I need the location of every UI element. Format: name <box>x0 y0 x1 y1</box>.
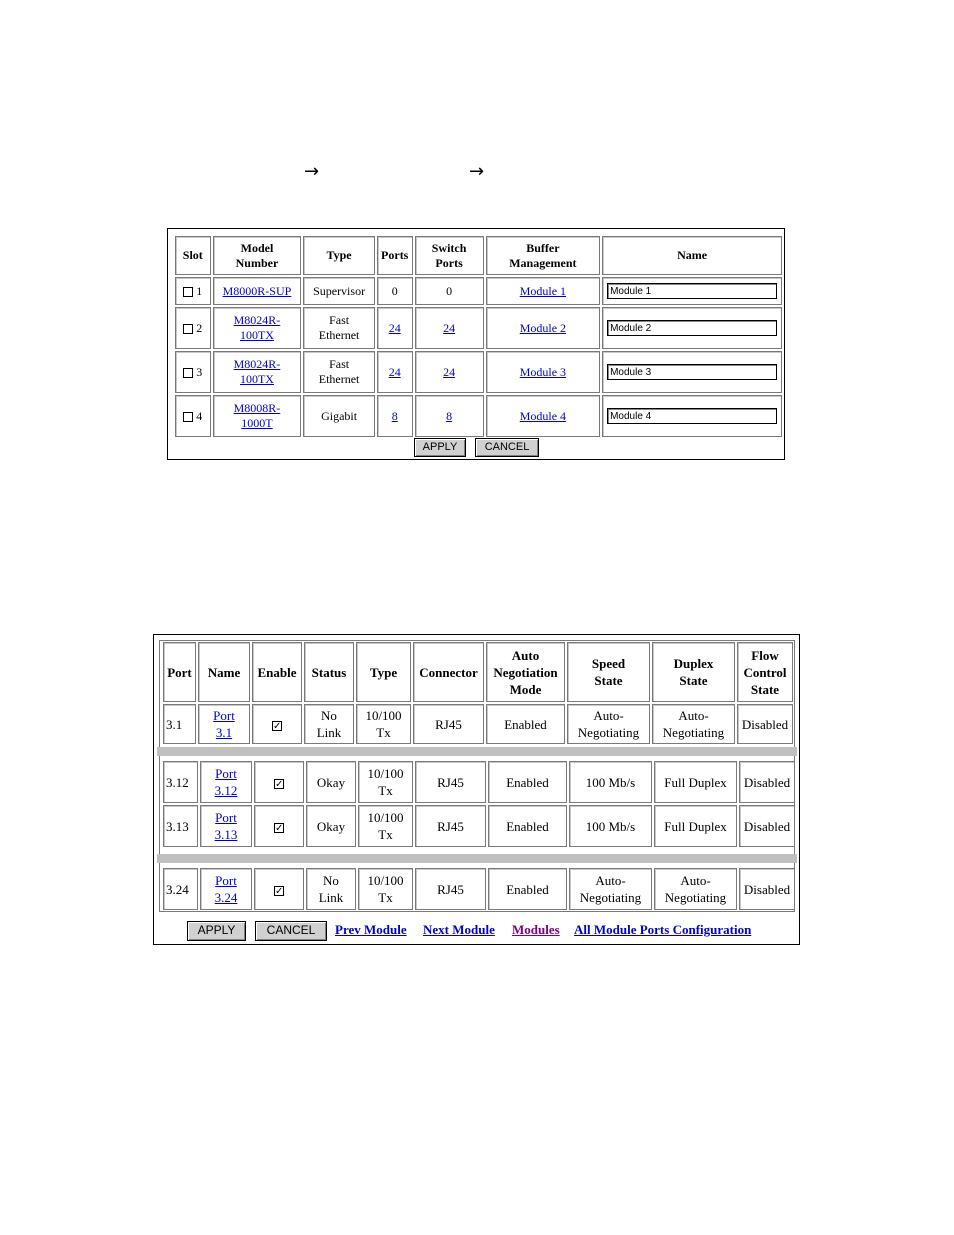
cancel-button[interactable]: CANCEL <box>255 921 327 941</box>
port-name-cell <box>198 704 250 744</box>
name-cell <box>602 395 782 437</box>
enable-checkbox[interactable] <box>274 886 284 896</box>
row-separator <box>157 854 797 863</box>
name-cell <box>602 277 782 305</box>
ports-table-bottom <box>161 866 797 912</box>
ports-link[interactable]: 24 <box>388 320 401 335</box>
slot-number: 1 <box>196 283 203 298</box>
auto-negotiation-cell: Enabled <box>486 704 565 744</box>
table-row <box>175 277 782 305</box>
ports-cell: 0 <box>377 277 413 305</box>
name-cell <box>602 307 782 349</box>
apply-button[interactable]: APPLY <box>414 438 466 457</box>
header-model-number: Model Number <box>213 236 302 275</box>
switch-ports-link[interactable]: 24 <box>443 320 456 335</box>
duplex-cell: Full Duplex <box>654 805 737 847</box>
modules-panel <box>167 228 785 460</box>
model-link[interactable]: M8008R- 1000T <box>233 401 281 430</box>
port-cell: 3.12 <box>163 761 198 803</box>
header-status: Status <box>304 642 354 702</box>
duplex-cell: Auto- Negotiating <box>652 704 735 744</box>
prev-module-link[interactable]: Prev Module <box>335 922 407 937</box>
type-cell: Supervisor <box>303 277 374 305</box>
switch-ports-link[interactable]: 8 <box>446 408 453 423</box>
slot-cell <box>175 395 211 437</box>
modules-table <box>173 234 784 439</box>
port-name-cell <box>200 805 252 847</box>
enable-checkbox[interactable] <box>274 779 284 789</box>
switch-ports-cell: 0 <box>415 277 484 305</box>
port-cell: 3.13 <box>163 805 198 847</box>
header-auto-negotiation: Auto Negotiation Mode <box>486 642 565 702</box>
table-row <box>163 805 795 847</box>
buffer-cell <box>486 277 601 305</box>
header-type: Type <box>356 642 411 702</box>
port-cell: 3.1 <box>163 704 196 744</box>
buffer-link[interactable]: Module 2 <box>519 320 567 335</box>
enable-cell <box>252 704 302 744</box>
buffer-cell <box>486 395 601 437</box>
module-name-input[interactable] <box>607 364 777 380</box>
enable-cell <box>254 868 304 910</box>
slot-cell <box>175 351 211 393</box>
port-link[interactable]: Port 3.12 <box>214 766 238 798</box>
model-link[interactable]: M8000R-SUP <box>222 283 292 298</box>
cancel-button[interactable]: CANCEL <box>475 438 539 457</box>
ports-panel <box>153 634 800 945</box>
port-cell: 3.24 <box>163 868 198 910</box>
port-name-cell <box>200 761 252 803</box>
auto-negotiation-cell: Enabled <box>488 761 567 803</box>
buffer-link[interactable]: Module 3 <box>519 364 567 379</box>
connector-cell: RJ45 <box>415 805 486 847</box>
ports-cell <box>377 395 413 437</box>
next-module-link[interactable]: Next Module <box>423 922 495 937</box>
switch-ports-link[interactable]: 24 <box>443 364 456 379</box>
slot-number: 3 <box>196 364 203 379</box>
header-name: Name <box>602 236 782 275</box>
type-cell: 10/100 Tx <box>358 761 413 803</box>
slot-cell <box>175 277 211 305</box>
speed-cell: 100 Mb/s <box>569 805 652 847</box>
port-name-cell <box>200 868 252 910</box>
header-name: Name <box>198 642 250 702</box>
duplex-cell: Auto- Negotiating <box>654 868 737 910</box>
row-separator <box>157 747 797 756</box>
speed-cell: Auto- Negotiating <box>569 868 652 910</box>
buffer-link[interactable]: Module 4 <box>519 408 567 423</box>
breadcrumb-arrow-icon: → <box>304 161 320 182</box>
switch-ports-cell <box>415 395 484 437</box>
header-type: Type <box>303 236 374 275</box>
ports-table-middle <box>161 759 797 849</box>
modules-header-row <box>175 236 782 275</box>
ports-cell <box>377 351 413 393</box>
port-link[interactable]: Port 3.1 <box>213 708 235 740</box>
slot-checkbox[interactable] <box>183 412 193 422</box>
status-cell: No Link <box>304 704 354 744</box>
header-slot: Slot <box>175 236 211 275</box>
header-speed-state: Speed State <box>567 642 650 702</box>
module-name-input[interactable] <box>607 320 777 336</box>
ports-link[interactable]: 24 <box>388 364 401 379</box>
flow-cell: Disabled <box>739 761 795 803</box>
connector-cell: RJ45 <box>413 704 484 744</box>
speed-cell: 100 Mb/s <box>569 761 652 803</box>
ports-link[interactable]: 8 <box>391 408 398 423</box>
type-cell: Fast Ethernet <box>303 351 374 393</box>
type-cell: 10/100 Tx <box>356 704 411 744</box>
type-cell: Gigabit <box>303 395 374 437</box>
slot-checkbox[interactable] <box>183 368 193 378</box>
slot-cell <box>175 307 211 349</box>
ports-table-top <box>161 640 795 746</box>
switch-ports-cell <box>415 307 484 349</box>
ports-header-row <box>163 642 793 702</box>
auto-negotiation-cell: Enabled <box>488 868 567 910</box>
speed-cell: Auto- Negotiating <box>567 704 650 744</box>
apply-button[interactable]: APPLY <box>187 921 246 941</box>
type-cell: Fast Ethernet <box>303 307 374 349</box>
enable-checkbox[interactable] <box>274 823 284 833</box>
auto-negotiation-cell: Enabled <box>488 805 567 847</box>
port-link[interactable]: Port 3.13 <box>214 810 238 842</box>
table-row <box>175 351 782 393</box>
module-name-input[interactable] <box>607 408 777 424</box>
header-ports: Ports <box>377 236 413 275</box>
table-row <box>175 307 782 349</box>
connector-cell: RJ45 <box>415 868 486 910</box>
enable-checkbox[interactable] <box>272 721 282 731</box>
table-row <box>163 704 793 744</box>
flow-cell: Disabled <box>737 704 793 744</box>
table-row <box>175 395 782 437</box>
model-cell <box>213 351 302 393</box>
slot-number: 4 <box>196 408 203 423</box>
header-buffer-management: Buffer Management <box>486 236 601 275</box>
header-duplex-state: Duplex State <box>652 642 735 702</box>
ports-cell <box>377 307 413 349</box>
header-flow-control: Flow Control State <box>737 642 793 702</box>
header-enable: Enable <box>252 642 302 702</box>
port-link[interactable]: Port 3.24 <box>214 873 238 905</box>
type-cell: 10/100 Tx <box>358 805 413 847</box>
status-cell: No Link <box>306 868 356 910</box>
enable-cell <box>254 805 304 847</box>
flow-cell: Disabled <box>739 805 795 847</box>
slot-checkbox[interactable] <box>183 324 193 334</box>
name-cell <box>602 351 782 393</box>
buffer-cell <box>486 307 601 349</box>
slot-checkbox[interactable] <box>183 287 193 297</box>
status-cell: Okay <box>306 761 356 803</box>
slot-number: 2 <box>196 320 203 335</box>
table-row <box>163 761 795 803</box>
status-cell: Okay <box>306 805 356 847</box>
table-row <box>163 868 795 910</box>
model-cell <box>213 277 302 305</box>
model-cell <box>213 395 302 437</box>
duplex-cell: Full Duplex <box>654 761 737 803</box>
buffer-cell <box>486 351 601 393</box>
breadcrumb-arrow-icon: → <box>469 161 485 182</box>
model-cell <box>213 307 302 349</box>
module-name-input[interactable] <box>607 283 777 299</box>
modules-link[interactable]: Modules <box>512 922 560 937</box>
switch-ports-cell <box>415 351 484 393</box>
type-cell: 10/100 Tx <box>358 868 413 910</box>
model-link[interactable]: M8024R- 100TX <box>233 313 281 342</box>
all-module-ports-link[interactable]: All Module Ports Configuration <box>574 922 752 937</box>
flow-cell: Disabled <box>739 868 795 910</box>
enable-cell <box>254 761 304 803</box>
header-port: Port <box>163 642 196 702</box>
buffer-link[interactable]: Module 1 <box>519 283 567 298</box>
header-connector: Connector <box>413 642 484 702</box>
header-switch-ports: Switch Ports <box>415 236 484 275</box>
model-link[interactable]: M8024R- 100TX <box>233 357 281 386</box>
connector-cell: RJ45 <box>415 761 486 803</box>
